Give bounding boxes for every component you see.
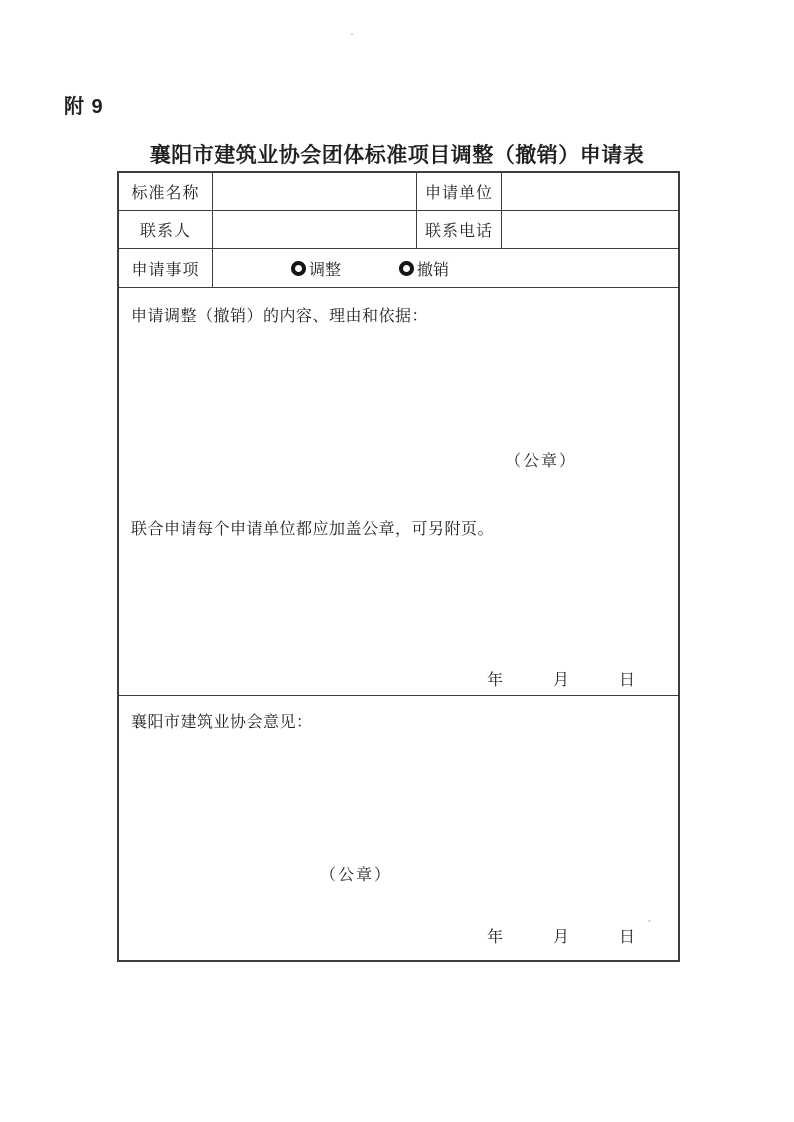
association-opinion-heading: 襄阳市建筑业协会意见： — [131, 714, 313, 731]
table-row-standard-name — [119, 173, 678, 211]
table-row-contact — [119, 211, 678, 249]
option-withdraw — [399, 257, 449, 280]
contact-person-value-cell — [213, 211, 417, 248]
applicant-unit-value-cell — [502, 173, 678, 210]
seal-placeholder: （公章） — [505, 453, 578, 470]
date-year-label: 年 — [486, 672, 503, 689]
application-form-table — [117, 171, 680, 962]
contact-phone-label: 联系电话 — [417, 211, 502, 248]
contact-phone-value-cell — [502, 211, 678, 248]
joint-application-note: 联合申请每个申请单位都应加盖公章，可另附页。 — [131, 521, 495, 538]
applicant-unit-label: 申请单位 — [417, 173, 502, 210]
scan-artifact — [351, 33, 353, 35]
date-month-label: 月 — [552, 929, 569, 946]
form-title: 襄阳市建筑业协会团体标准项目调整（撤销）申请表 — [149, 144, 645, 167]
contact-person-label: 联系人 — [119, 211, 213, 248]
radio-ring-icon — [399, 261, 414, 276]
option-adjust — [291, 257, 341, 280]
date-line — [487, 924, 635, 947]
standard-name-value-cell — [213, 173, 417, 210]
request-type-label: 申请事项 — [119, 249, 213, 287]
option-adjust-label: 调整 — [309, 261, 342, 279]
option-withdraw-label: 撤销 — [417, 261, 450, 279]
table-row-request-type — [119, 249, 678, 288]
content-reason-section — [119, 288, 678, 696]
seal-placeholder: （公章） — [320, 867, 393, 884]
attachment-number: 附 9 — [64, 96, 104, 118]
date-line — [487, 667, 635, 690]
date-month-label: 月 — [552, 672, 569, 689]
content-reason-heading: 申请调整（撤销）的内容、理由和依据： — [131, 308, 429, 325]
association-opinion-section — [119, 696, 678, 959]
radio-ring-icon — [291, 261, 306, 276]
standard-name-label: 标准名称 — [119, 173, 213, 210]
date-day-label: 日 — [618, 929, 635, 946]
date-day-label: 日 — [618, 672, 635, 689]
request-type-options — [213, 249, 678, 287]
date-year-label: 年 — [486, 929, 503, 946]
